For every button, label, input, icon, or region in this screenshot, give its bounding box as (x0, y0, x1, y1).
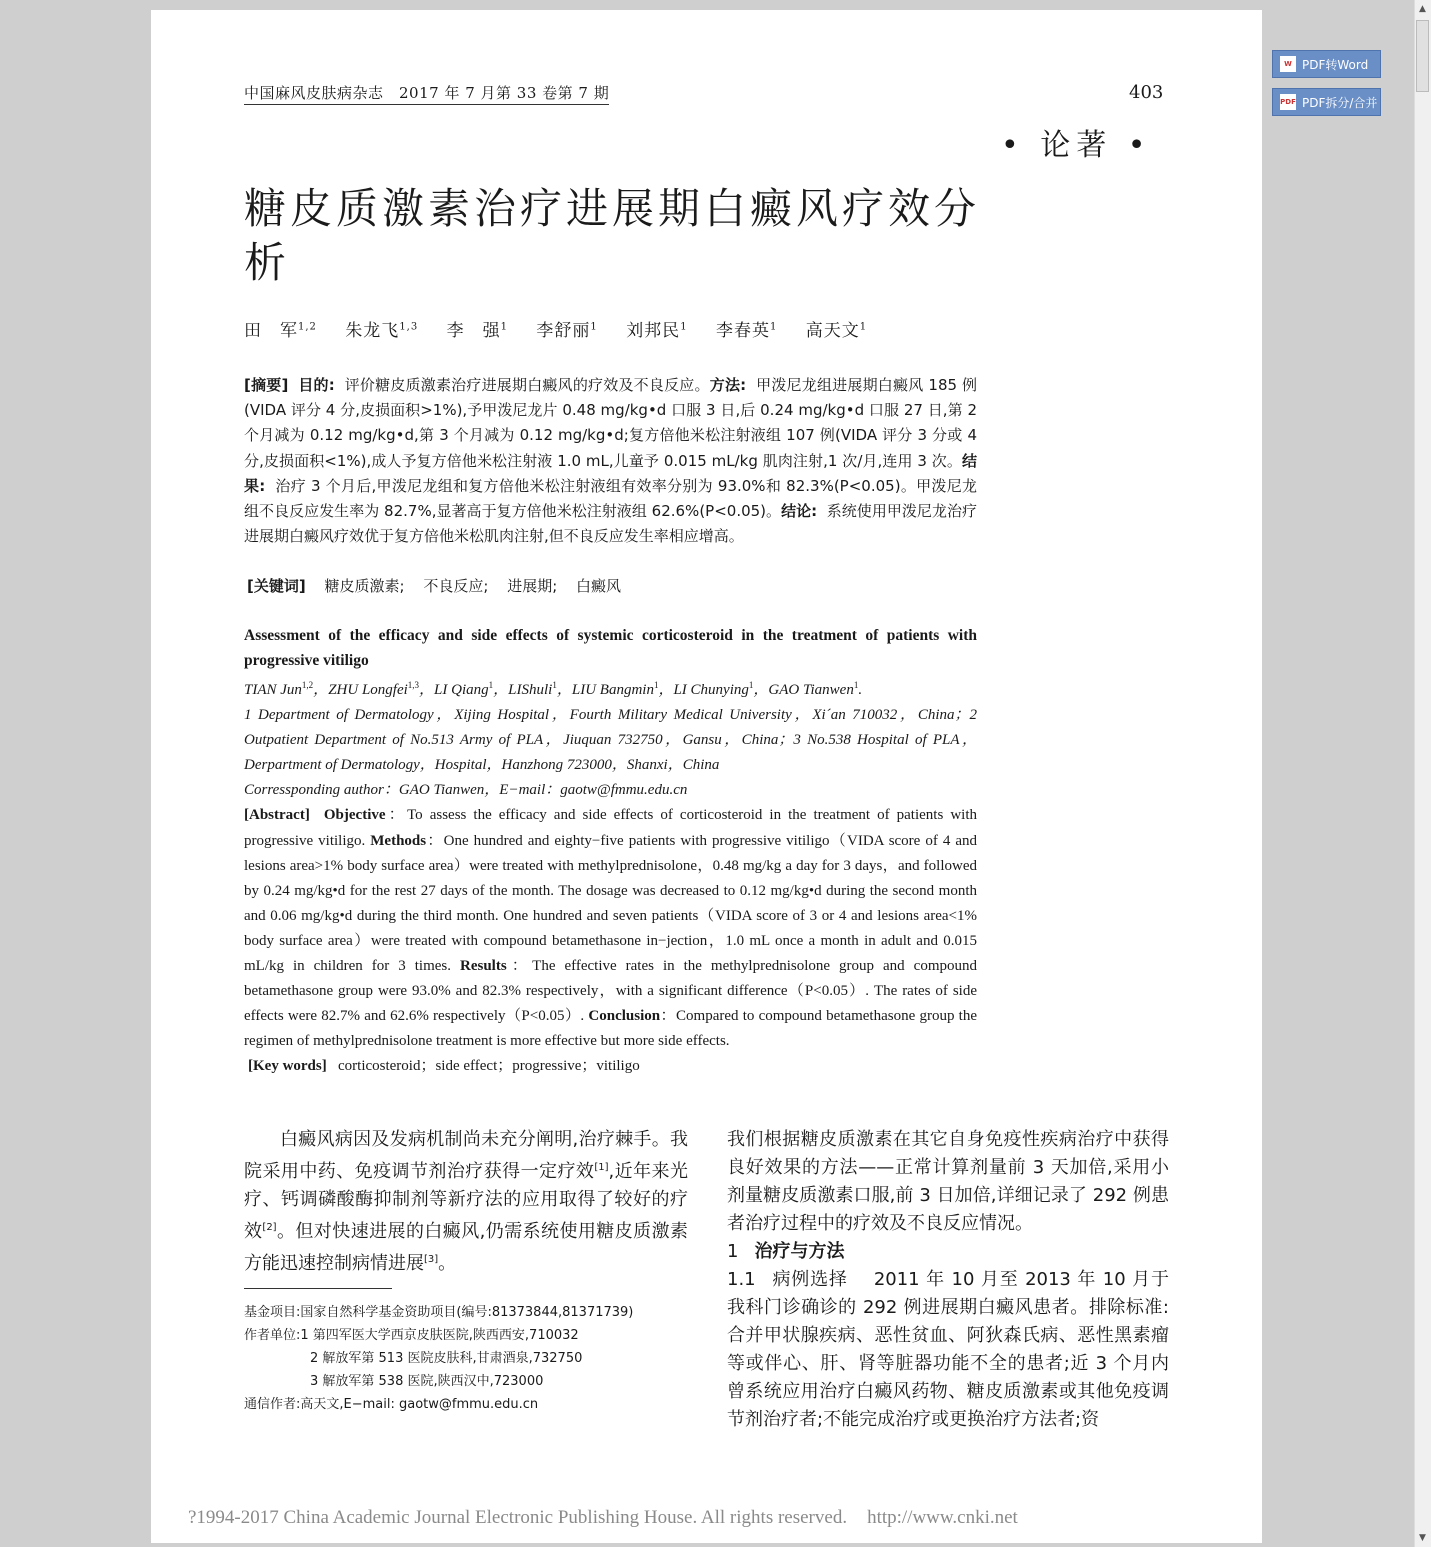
author: 李 强$^1$ (446, 321, 508, 341)
author-list (244, 316, 889, 341)
page-number: 403 (1129, 82, 1164, 103)
english-title: Assessment of the efficacy and side effects of systemic corticosteroid in the treatment of patients with progressive vitiligo (244, 627, 977, 669)
author: 高天文$^1$ (805, 321, 868, 341)
footnote-unit: 2 解放军第 513 医院皮肤科,甘肃酒泉,732750 (310, 1351, 583, 1366)
author: 田 军$^{1,2}$ (244, 321, 317, 341)
paragraph: 1.1 病例选择 2011 年 10 月至 2013 年 10 月于我科门诊确诊的 292 例进展期白癜风患者。排除标准:合并甲状腺疾病、恶性贫血、阿狄森氏病、恶性黑素瘤等或伴心、肝、肾等脏器功能不全的患者;近 3 个月内曾系统应用治疗白癜风药物、糖皮质激素或其他免疫调节剂治疗者;不能完成治疗或更换治疗方法者;资 (727, 1269, 1169, 1430)
scrollbar-thumb[interactable] (1416, 20, 1429, 92)
footnote-corresponding: 通信作者:高天文,E−mail: gaotw@fmmu.edu.cn (244, 1397, 539, 1412)
footnote-unit: 3 解放军第 538 医院,陕西汉中,723000 (310, 1374, 544, 1389)
author: 朱龙飞$^{1,3}$ (345, 321, 419, 341)
english-abstract-block (244, 623, 977, 1080)
pdf-split-merge-button[interactable]: PDF PDF拆分/合并 (1272, 88, 1381, 116)
vertical-scrollbar[interactable] (1414, 0, 1431, 1547)
author: 李舒丽$^1$ (536, 321, 598, 341)
paragraph: 我们根据糖皮质激素在其它自身免疫性疾病治疗中获得良好效果的方法——正常计算剂量前 3 天加倍,采用小剂量糖皮质激素口服,前 3 日加倍,详细记录了 292 例患者治疗过程中的疗效及不良反应情况。 (727, 1129, 1169, 1234)
copyright-watermark: ?1994-2017 China Academic Journal Electronic Publishing House. All rights reserved. http://www.cnki.net (188, 1507, 1018, 1528)
footnote-divider (244, 1288, 392, 1289)
section-heading: 1 治疗与方法 (727, 1241, 845, 1262)
footnote-unit: 作者单位:1 第四军医大学西京皮肤医院,陕西西安,710032 (244, 1328, 579, 1343)
english-abstract: [Abstract] Objective：To assess the efficacy and side effects of corticosteroid in the treatment of patients with progressive vitiligo. Methods：One hundred and eighty−five patients with progressive vitiligo（VIDA score of 4 and lesions area>1% body surface area）were treated with methylprednisolone，0.48 mg/kg a day for 3 days，and followed by 0.24 mg/kg•d for the rest 27 days of the month. The dosage was decreased to 0.12 mg/kg•d during the second month and 0.06 mg/kg•d during the third month. One hundred and seven patients（VIDA score of 3 or 4 and lesions area<1% body surface area）were treated with compound betamethasone in−jection，1.0 mL once a month in adult and 0.015 mL/kg in children for 3 times. Results：The effective rates in the methylprednisolone group and compound betamethasone group were 93.0% and 82.3% respectively，with a significant difference（P<0.05）. The rates of side effects were 82.7% and 62.6% respectively（P<0.05）. Conclusion：Compared to compound betamethasone group the regimen of methylprednisolone treatment is more effective but more side effects. (244, 807, 978, 1050)
author: 刘邦民$^1$ (626, 321, 688, 341)
body-column-left: 白癜风病因及发病机制尚未充分阐明,治疗棘手。我院采用中药、免疫调节剂治疗获得一定疗效[1],近年来光疗、钙调磷酸酶抑制剂等新疗法的应用取得了较好的疗效[2]。但对快速进展的白癜风,仍需系统使用糖皮质激素方能迅速控制病情进展[3]。 (244, 1129, 688, 1274)
pdf-icon: PDF (1280, 94, 1296, 110)
pdf-page (151, 10, 1262, 1543)
pdf-to-word-button[interactable]: W PDF转Word (1272, 50, 1381, 78)
journal-header: 中国麻风皮肤病杂志 2017 年 7 月第 33 卷第 7 期 (244, 82, 609, 105)
scroll-down-arrow-icon[interactable]: ▼ (1419, 1533, 1426, 1543)
english-corresponding: Corressponding author：GAO Tianwen，E−mail：gaotw@fmmu.edu.cn (244, 782, 688, 799)
footnotes (244, 1301, 633, 1416)
english-affiliations: 1 Department of Dermatology，Xijing Hospital，Fourth Military Medical University，Xi´an 710032，China；2 Outpatient Department of No.513 Army of PLA，Jiuquan 732750，Gansu，China；3 No.538 Hospital of PLA，Derpartment of Dermatology，Hospital，Hanzhong 723000，Shanxi，China (244, 707, 977, 774)
word-icon: W (1280, 56, 1296, 72)
body-column-right (727, 1126, 1169, 1434)
english-keywords: [Key words] corticosteroid；side effect；progressive；vitiligo (248, 1058, 640, 1075)
section-label: • 论著 • (1001, 128, 1152, 163)
scroll-up-arrow-icon[interactable]: ▲ (1419, 4, 1426, 14)
chinese-keywords: [关键词] 糖皮质激素; 不良反应; 进展期; 白癜风 (247, 577, 622, 595)
chinese-abstract: [摘要] 目的: 评价糖皮质激素治疗进展期白癜风的疗效及不良反应。方法: 甲泼尼龙组进展期白癜风 185 例(VIDA 评分 4 分,皮损面积>1%),予甲泼尼龙片 0.48 mg/kg•d 口服 3 日,后 0.24 mg/kg•d 口服 27 日,第 2 个月减为 0.12 mg/kg•d,第 3 个月减为 0.12 mg/kg•d;复方倍他米松注射液组 107 例(VIDA 评分 3 分或 4 分,皮损面积<1%),成人予复方倍他米松注射液 1.0 mL,儿童予 0.015 mL/kg 肌肉注射,1 次/月,连用 3 次。结果: 治疗 3 个月后,甲泼尼龙组和复方倍他米松注射液组有效率分别为 93.0%和 82.3%(P<0.05)。甲泼尼龙组不良反应发生率为 82.7%,显著高于复方倍他米松注射液组 62.6%(P<0.05)。结论: 系统使用甲泼尼龙治疗进展期白癜风疗效优于复方倍他米松肌肉注射,但不良反应发生率相应增高。 (244, 376, 978, 546)
author: 李春英$^1$ (715, 321, 778, 341)
footnote-fund: 基金项目:国家自然科学基金资助项目(编号:81373844,81371739) (244, 1305, 634, 1320)
article-title: 糖皮质激素治疗进展期白癜风疗效分析 (244, 184, 981, 287)
english-authors: TIAN Jun$^{1,2}$，ZHU Longfei$^{1,3}$，LI Qiang$^1$，LIShuli$^1$，LIU Bangmin$^1$，LI Chunying$^1$，GAO Tianwen$^1$. (244, 680, 863, 698)
